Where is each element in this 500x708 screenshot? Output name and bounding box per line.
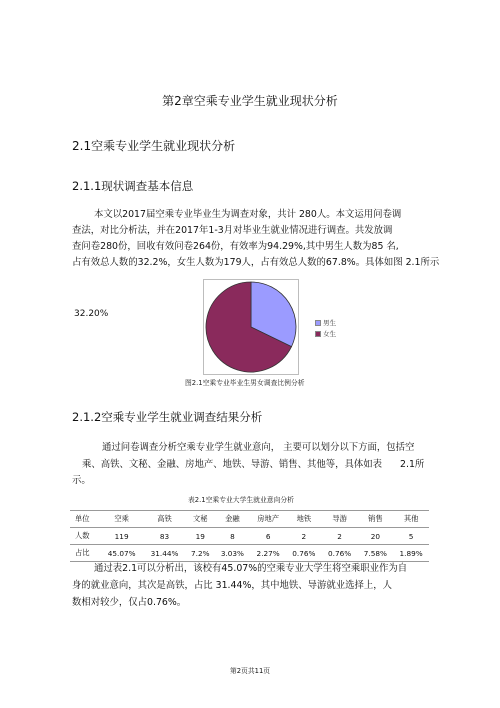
table-cell: 0.76%	[286, 545, 322, 562]
paragraph-line: 乘、高铁、文秘、金融、房地产、地铁、导游、销售、其他等，具体如表	[82, 459, 383, 470]
table-header-cell: 金融	[215, 511, 251, 528]
table-cell: 6	[250, 528, 286, 545]
paragraph-line: 通过表2.1可以分析出，该校有45.07%的空乘专业大学生将空乘职业作为自	[94, 563, 408, 574]
paragraph-line: 数相对较少，仅占0.76%。	[72, 597, 187, 608]
legend-swatch-female	[315, 331, 321, 337]
paragraph-line: 查问卷280份，回收有效问卷264份，有效率为94.29%,其中男生人数为85 名,	[72, 241, 399, 252]
survey-table	[70, 510, 429, 562]
section-heading-2-1-1: 2.1.1现状调查基本信息	[72, 179, 194, 193]
section-heading-2-1-2: 2.1.2空乘专业学生就业调查结果分析	[72, 410, 263, 424]
table-cell: 占比	[70, 545, 100, 562]
table-header-cell: 销售	[357, 511, 393, 528]
pie-data-label: 32.20%	[74, 309, 109, 319]
legend-item-male	[315, 318, 336, 327]
paragraph-line: 本文以2017届空乘专业毕业生为调查对象，共计 280人。本文运用问卷调	[94, 209, 402, 220]
pie-chart	[204, 280, 298, 374]
table-cell: 1.89%	[393, 545, 429, 562]
table-cell: 31.44%	[143, 545, 186, 562]
table-reference: 2.1所	[400, 459, 425, 470]
table-cell: 83	[143, 528, 186, 545]
paragraph-line: 占有效总人数的32.2%，女生人数为179人，占有效总人数的67.8%。具体如图 2.1所示	[72, 257, 440, 268]
table-cell: 2	[322, 528, 358, 545]
table-header-row	[70, 511, 429, 528]
legend-label-female: 女生	[323, 330, 336, 338]
table-header-cell: 地铁	[286, 511, 322, 528]
paragraph-line: 通过问卷调查分析空乘专业学生就业意向， 主要可以划分以下方面，包括空	[102, 442, 415, 453]
table-cell: 19	[186, 528, 215, 545]
legend-label-male: 男生	[323, 319, 336, 327]
figure-caption: 图2.1空乘专业毕业生男女调查比例分析	[185, 379, 305, 387]
table-row	[70, 528, 429, 545]
table-cell: 5	[393, 528, 429, 545]
table-cell: 119	[100, 528, 143, 545]
table-cell: 7.2%	[186, 545, 215, 562]
table-header-cell: 空乘	[100, 511, 143, 528]
paragraph-line: 示。	[72, 475, 91, 486]
legend-item-female	[315, 329, 336, 338]
table-header-cell: 文秘	[186, 511, 215, 528]
table-cell: 3.03%	[215, 545, 251, 562]
table-cell: 20	[357, 528, 393, 545]
page-footer: 第2页共11页	[229, 667, 271, 675]
table-cell: 45.07%	[100, 545, 143, 562]
chapter-title: 第2章空乘专业学生就业现状分析	[162, 94, 338, 108]
table-header-cell: 其他	[393, 511, 429, 528]
table-cell: 人数	[70, 528, 100, 545]
table-cell: 0.76%	[322, 545, 358, 562]
legend-swatch-male	[315, 320, 321, 326]
table-row	[70, 545, 429, 562]
paragraph-line: 查法，对比分析法，并在2017年1-3月对毕业生就业情况进行调查。共发放调	[72, 225, 393, 236]
table-cell: 2.27%	[250, 545, 286, 562]
table-header-cell: 房地产	[250, 511, 286, 528]
table-cell: 2	[286, 528, 322, 545]
table-caption: 表2.1空乘专业大学生就业意向分析	[188, 496, 294, 504]
table-header-cell: 高铁	[143, 511, 186, 528]
pie-chart-svg	[204, 280, 298, 374]
table-cell: 8	[215, 528, 251, 545]
table-cell: 7.58%	[357, 545, 393, 562]
table-header-cell: 单位	[70, 511, 100, 528]
section-heading-2-1: 2.1空乘专业学生就业现状分析	[72, 139, 236, 153]
paragraph-line: 身的就业意向，其次是高铁，占比 31.44%，其中地铁、导游就业选择上，人	[72, 580, 392, 591]
table-header-cell: 导游	[322, 511, 358, 528]
